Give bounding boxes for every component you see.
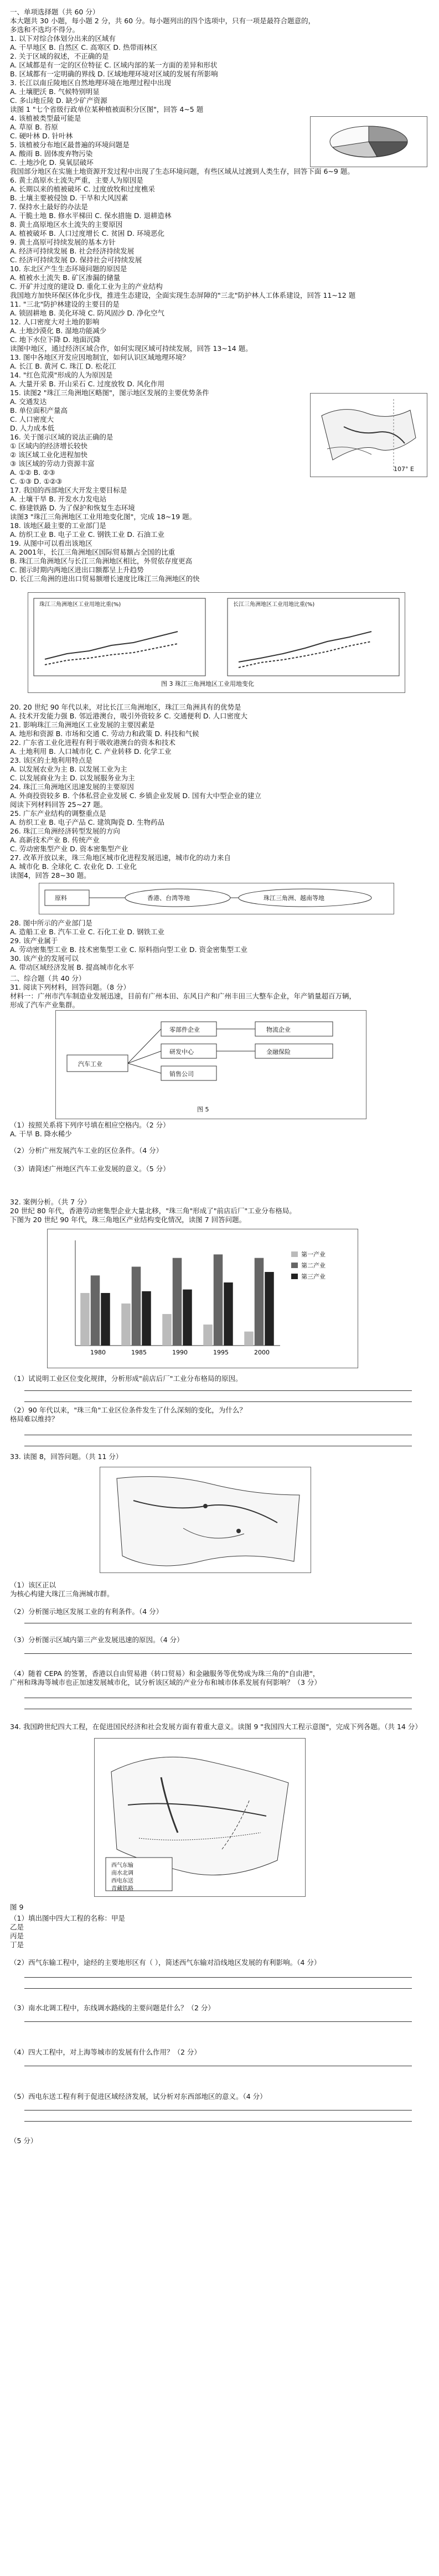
x-tick-label: 1980 bbox=[90, 1349, 106, 1356]
fig3-right-title: 长江三角洲地区工业用地比重(%) bbox=[233, 602, 315, 608]
text-line-111: 广州和珠海等城市也正加速发展城市化，试分析该区域的产业分布和城市体系发展有何影响？（3 分） bbox=[10, 1678, 321, 1687]
text-line-56: C. 修建铁路 D. 为了保护和恢复生态环境 bbox=[10, 504, 135, 512]
bar-1985-0 bbox=[121, 1303, 131, 1346]
bar-1995-0 bbox=[203, 1325, 213, 1346]
fig5-box-1: 零部件企业 bbox=[169, 1026, 200, 1033]
legend-swatch bbox=[291, 1263, 298, 1268]
text-line-73: C. 以发展商业为主 D. 以发展服务业为主 bbox=[10, 774, 135, 782]
answer-line[interactable] bbox=[24, 1702, 412, 1711]
text-line-74: 24. 珠江三角洲地区迅速发展的主要原因 bbox=[10, 783, 134, 791]
bar-1985-2 bbox=[142, 1291, 151, 1346]
text-line-116: 丙是 bbox=[10, 1932, 24, 1940]
text-line-69: 22. 广东省工业化进程有利于吸收港澳台的资本和技术 bbox=[10, 738, 175, 747]
text-line-14: C. 硬叶林 D. 针叶林 bbox=[10, 132, 73, 140]
text-line-40: A. 长江 B. 黄河 C. 珠江 D. 松花江 bbox=[10, 362, 116, 370]
text-line-98: （3）请简述广州地区汽车工业发展的意义。（5 分） bbox=[10, 1165, 170, 1173]
text-line-107: 为核心构建大珠江三角洲城市群。 bbox=[10, 1590, 114, 1598]
text-line-4: A. 干旱地区 B. 自然区 C. 高寒区 D. 热带雨林区 bbox=[10, 43, 158, 51]
fig2-longitude: 107° E bbox=[394, 465, 414, 473]
bar-2000-1 bbox=[255, 1258, 264, 1346]
text-line-39: 13. 图中各地区开发应因地制宜，如何认识区域地理环境？ bbox=[10, 353, 189, 361]
text-line-93: 材料一：广州市汽车制造业发展迅速，目前有广州本田、东风日产和广州丰田三大整车企业，年产销量超百万辆， bbox=[10, 992, 357, 1000]
answer-line[interactable] bbox=[24, 1395, 412, 1404]
bar-1990-1 bbox=[173, 1258, 182, 1346]
legend-label: 第二产业 bbox=[301, 1262, 326, 1269]
figure-9 bbox=[94, 1738, 306, 1897]
figure-1 bbox=[310, 116, 427, 167]
text-line-62: B. 珠江三角洲地区与长江三角洲地区相比，外贸依存度更高 bbox=[10, 557, 193, 565]
text-line-77: 25. 广东产业结构的调整重点是 bbox=[10, 809, 106, 818]
text-line-112: 34. 我国跨世纪四大工程，在促进国民经济和社会发展方面有着重大意义。读图 9 "我国四大工程示意图"，完成下列各题。（共 14 分） bbox=[10, 1722, 422, 1731]
answer-line[interactable] bbox=[24, 2059, 412, 2068]
text-line-80: A. 高新技术产业 B. 传统产业 bbox=[10, 836, 100, 844]
bar-1985-1 bbox=[132, 1267, 141, 1346]
bar-2000-0 bbox=[244, 1332, 254, 1346]
text-line-60: 19. 从图中可以看出该地区 bbox=[10, 539, 92, 547]
text-line-43: 15. 读图2 "珠江三角洲地区略图"，图示地区发展的主要优势条件 bbox=[10, 389, 209, 397]
text-line-89: 30. 该产业的发展可以 bbox=[10, 954, 79, 963]
text-line-104: 格局难以维持？ bbox=[10, 1415, 59, 1423]
answer-line[interactable] bbox=[24, 2114, 412, 2124]
fig5-box-5: 金融保险 bbox=[266, 1048, 291, 1056]
text-line-109: （3）分析图示区域内第三产业发展迅速的原因。（4 分） bbox=[10, 1636, 184, 1644]
text-line-3: 1. 以下对综合体划分出来的区域有 bbox=[10, 34, 116, 43]
text-line-54: 17. 我国的西部地区大开发主要目标是 bbox=[10, 486, 127, 494]
text-line-95: （1）按照关系将下列序号填在相应空格内。（2 分） bbox=[10, 1121, 170, 1129]
text-line-32: 我国地方加快环保区体化步伐，推进生态建设，全面实现生态屏障的"三北"防护林人工体系建设，回答 11~12 题 bbox=[10, 291, 356, 299]
text-line-36: A. 土地沙漠化 B. 湿地功能减少 bbox=[10, 327, 107, 335]
answer-line[interactable] bbox=[24, 1384, 412, 1393]
text-line-2: 多选和不选均不得分。 bbox=[10, 25, 80, 34]
line-charts bbox=[28, 593, 405, 692]
bar-2000-2 bbox=[265, 1272, 274, 1346]
text-line-9: A. 土壤肥沃 B. 气候特别明显 bbox=[10, 87, 100, 96]
text-line-53: C. ①③ D. ①②③ bbox=[10, 477, 63, 485]
text-line-35: 12. 人口密度大对土地的影响 bbox=[10, 318, 100, 326]
text-line-12: 4. 该植被类型最可能是 bbox=[10, 114, 81, 122]
text-line-83: A. 城市化 B. 全球化 C. 农业化 D. 工业化 bbox=[10, 862, 137, 871]
figure-7 bbox=[47, 1229, 358, 1368]
bar-1980-2 bbox=[101, 1293, 110, 1346]
text-line-16: A. 酸雨 B. 固体废弃物污染 bbox=[10, 149, 93, 158]
text-line-48: 16. 关于图示区域的说法正确的是 bbox=[10, 433, 113, 441]
text-line-51: ③ 该区域的劳动力资源丰富 bbox=[10, 459, 95, 468]
text-line-57: 读图3 "珠江三角洲地区工业用地变化图"，完成 18~19 题。 bbox=[10, 513, 197, 521]
text-line-38: 读图中地区，通过经济区域合作，如何实现区域可持续发展，回答 13~14 题。 bbox=[10, 344, 252, 353]
answer-line[interactable] bbox=[24, 2015, 412, 2024]
text-line-66: A. 技术开发能力强 B. 邻近港澳台，吸引外资较多 C. 交通便利 D. 人口密度大 bbox=[10, 712, 247, 720]
fig4-right: 珠江三角洲、越南等地 bbox=[264, 894, 324, 902]
text-line-96: A. 干旱 B. 降水稀少 bbox=[10, 1130, 72, 1138]
text-line-106: （1）该区正以 bbox=[10, 1581, 56, 1589]
text-line-6: A. 区域都是有一定的区位特征 C. 区域内部的某一方面的差异和形状 bbox=[10, 61, 218, 69]
fig3-title: 图 3 珠江三角洲地区工业用地变化 bbox=[161, 680, 254, 687]
text-line-117: 丁是 bbox=[10, 1941, 24, 1949]
text-line-30: A. 植被水土流失 B. 矿区渗漏的储量 bbox=[10, 273, 121, 282]
text-line-94: 形成了汽车产业集群。 bbox=[10, 1001, 80, 1009]
text-line-85: 28. 图中所示的产业部门是 bbox=[10, 919, 92, 927]
text-line-76: 阅读下列材料回答 25~27 题。 bbox=[10, 800, 107, 809]
answer-line[interactable] bbox=[24, 1428, 412, 1437]
text-line-75: A. 外商投资较多 B. 个体私营企业发展 C. 乡镇企业发展 D. 国有大中型企业的建立 bbox=[10, 792, 261, 800]
text-line-90: A. 带动区域经济发展 B. 提高城市化水平 bbox=[10, 963, 135, 971]
text-line-122: （5 分） bbox=[10, 2137, 38, 2145]
text-line-55: A. 土壤干旱 B. 开发水力发电站 bbox=[10, 495, 107, 503]
text-line-88: A. 劳动密集型工业 B. 技术密集型工业 C. 原料指向型工业 D. 资金密集型工业 bbox=[10, 945, 247, 954]
text-line-78: A. 纺织工业 B. 电子产品 C. 建筑陶瓷 D. 生物药品 bbox=[10, 818, 164, 826]
bar-1990-2 bbox=[183, 1290, 192, 1346]
text-line-42: A. 大量开采 B. 开山采石 C. 过度放牧 D. 风化作用 bbox=[10, 380, 164, 388]
answer-line[interactable] bbox=[24, 1691, 412, 1700]
flow-diagram bbox=[39, 883, 394, 914]
answer-line[interactable] bbox=[24, 1970, 412, 1980]
text-line-45: B. 单位面积产量高 bbox=[10, 406, 68, 415]
text-line-92: 31. 阅读下列材料，回答问题。（8 分） bbox=[10, 983, 131, 991]
text-line-119: （3）南水北调工程中，东线调水路线的主要问题是什么？（2 分） bbox=[10, 2004, 215, 2012]
text-line-97: （2）分析广州发展汽车工业的区位条件。（4 分） bbox=[10, 1146, 163, 1155]
fig9-legend-2: 西电东送 bbox=[111, 1878, 133, 1884]
answer-line[interactable] bbox=[24, 1982, 412, 1991]
figure-3 bbox=[28, 592, 405, 693]
text-line-63: C. 图示时期内两地区进出口额都呈上升趋势 bbox=[10, 566, 144, 574]
text-line-58: 18. 该地区最主要的工业部门是 bbox=[10, 521, 106, 530]
pie-diagram bbox=[311, 117, 427, 167]
text-line-86: A. 造船工业 B. 汽车工业 C. 石化工业 D. 钢铁工业 bbox=[10, 928, 164, 936]
text-line-46: C. 人口密度大 bbox=[10, 415, 54, 423]
text-line-108: （2）分析图示地区发展工业的有利条件。（4 分） bbox=[10, 1607, 163, 1616]
cluster-diagram bbox=[56, 1011, 366, 1119]
answer-line[interactable] bbox=[24, 2103, 412, 2113]
map-diagram-8 bbox=[100, 1467, 311, 1573]
text-line-105: 33. 读图 8，回答问题。（共 11 分） bbox=[10, 1452, 123, 1461]
fig5-box-0: 汽车工业 bbox=[78, 1061, 102, 1068]
answer-line[interactable] bbox=[24, 1616, 412, 1626]
figure-4 bbox=[39, 883, 394, 914]
text-line-79: 26. 珠江三角洲经济转型发展的方向 bbox=[10, 827, 120, 835]
fig4-mid: 香港、台湾等地 bbox=[147, 894, 190, 902]
text-line-68: A. 地形和资源 B. 市场和交通 C. 劳动力和政策 D. 科技和气候 bbox=[10, 730, 199, 738]
legend-swatch bbox=[291, 1274, 298, 1279]
bar-1995-1 bbox=[214, 1254, 223, 1346]
text-line-61: A. 2001年，长江三角洲地区国际贸易额占全国的比重 bbox=[10, 548, 175, 556]
text-line-19: 6. 黄土高原水土流失严重，主要人为原因是 bbox=[10, 176, 143, 184]
bar-1990-0 bbox=[162, 1314, 172, 1346]
text-line-121: （5）西电东送工程有利于促进区域经济发展，试分析对东西部地区的意义。（4 分） bbox=[10, 2092, 267, 2101]
text-line-10: C. 多山地丘陵 D. 缺少矿产资源 bbox=[10, 96, 107, 105]
text-line-25: A. 植被破坏 B. 人口过度增长 C. 贫困 D. 环境恶化 bbox=[10, 229, 164, 237]
x-tick-label: 1990 bbox=[172, 1349, 188, 1356]
text-line-67: 21. 影响珠江三角洲地区工业发展的主要因素是 bbox=[10, 721, 155, 729]
figure-8 bbox=[100, 1467, 311, 1573]
fig5-box-3: 销售公司 bbox=[169, 1070, 194, 1078]
text-line-120: （4）四大工程中，对上海等城市的发展有什么作用？（2 分） bbox=[10, 2048, 201, 2056]
text-line-21: B. 土壤主要被侵蚀 D. 干旱和大风因素 bbox=[10, 194, 128, 202]
text-line-1: 本大题共 30 小题，每小题 2 分，共 60 分。每小题列出的四个选项中，只有一项是最符合题意的， bbox=[10, 17, 316, 25]
text-line-28: C. 经济可持续发展 D. 保持社会可持续发展 bbox=[10, 256, 142, 264]
text-line-81: C. 劳动密集型产业 D. 资本密集型产业 bbox=[10, 845, 128, 853]
text-line-114: （1）填出图中四大工程的名称：甲是 bbox=[10, 1914, 125, 1922]
text-line-72: A. 以发展农业为主 B. 以发展工业为主 bbox=[10, 765, 127, 773]
text-line-59: A. 纺织工业 B. 电子工业 C. 钢铁工业 D. 石油工业 bbox=[10, 530, 164, 539]
text-line-110: （4）随着 CEPA 的签署，香港以自由贸易港（转口贸易）和金融服务等优势成为珠三角的"自由港"， bbox=[10, 1669, 320, 1678]
text-line-24: 8. 黄土高原地区水土流失的主要原因 bbox=[10, 220, 123, 229]
answer-line[interactable] bbox=[24, 1439, 412, 1449]
text-line-84: 读图4，回答 28~30 题。 bbox=[10, 871, 91, 880]
text-line-52: A. ①② B. ②③ bbox=[10, 468, 55, 477]
text-line-23: A. 干脆土地 B. 修水平梯田 C. 保水措施 D. 退耕造林 bbox=[10, 211, 172, 220]
text-line-31: C. 开矿并过度的建设 D. 重化工业为主的产业结构 bbox=[10, 282, 163, 291]
text-line-15: 5. 该植被分布地区最普遍的环境问题是 bbox=[10, 141, 130, 149]
text-line-34: A. 锁固耕地 B. 美化环境 C. 防风固沙 D. 净化空气 bbox=[10, 309, 164, 317]
text-line-118: （2）西气东输工程中，途经的主要地形区有（ ），简述西气东输对沿线地区发展的有利影响。（4 分） bbox=[10, 1958, 321, 1967]
map-diagram bbox=[311, 394, 427, 477]
text-line-87: 29. 该产业属于 bbox=[10, 937, 58, 945]
text-line-115: 乙是 bbox=[10, 1923, 24, 1931]
text-line-18: 我国部分地区在实施土地资源开发过程中出现了生态环境问题，有些区域从过渡到人类生存，回答下面 6~9 题。 bbox=[10, 167, 354, 175]
fig9-legend-1: 南水北调 bbox=[111, 1870, 133, 1876]
text-line-11: 读图 1 "七个省级行政单位某种植被面积分区图"，回答 4~5 题 bbox=[10, 105, 204, 113]
text-line-65: 20. 20 世纪 90 年代以来，对比长江三角洲地区，珠江三角洲具有的优势是 bbox=[10, 703, 241, 711]
x-tick-label: 1995 bbox=[213, 1349, 229, 1356]
legend-swatch bbox=[291, 1251, 298, 1257]
answer-line[interactable] bbox=[24, 1647, 412, 1656]
text-line-47: D. 人力成本低 bbox=[10, 424, 55, 432]
text-line-8: 3. 长江以南丘陵地区自然地理环境在地理过程中出现 bbox=[10, 79, 171, 87]
fig4-left: 原料 bbox=[55, 894, 67, 902]
fig5-box-4: 物流企业 bbox=[266, 1026, 291, 1033]
legend-label: 第三产业 bbox=[301, 1273, 326, 1280]
text-line-17: C. 土地沙化 D. 臭氧层破坏 bbox=[10, 158, 94, 167]
text-line-7: B. 区域都有一定明确的界线 D. 区域地理环境对区域的发展有所影响 bbox=[10, 70, 218, 78]
text-line-49: ① 区域内的经济增长较快 bbox=[10, 442, 88, 450]
text-line-33: 11. "三北"防护林建设的主要目的是 bbox=[10, 300, 120, 308]
text-line-29: 10. 东北区产生生态环境问题的原因是 bbox=[10, 265, 127, 273]
text-line-102: （1）试说明工业区位变化规律，分析形成"前店后厂"工业分布格局的原因。 bbox=[10, 1374, 242, 1383]
fig9-legend-3: 青藏铁路 bbox=[111, 1886, 133, 1892]
text-line-99: 32. 案例分析。（共 7 分） bbox=[10, 1198, 91, 1206]
fig5-box-2: 研发中心 bbox=[169, 1048, 194, 1056]
text-line-41: 14. "红色荒漠"形成的人为原因是 bbox=[10, 371, 113, 379]
bar-1980-1 bbox=[91, 1275, 100, 1346]
text-line-20: A. 长期以来的植被破坏 C. 过度放牧和过度樵采 bbox=[10, 185, 155, 193]
fig5-title: 图 5 bbox=[197, 1106, 209, 1113]
bar-1980-0 bbox=[80, 1293, 90, 1346]
text-line-103: （2）90 年代以来，"珠三角"工业区位条件发生了什么深刻的变化，为什么？ bbox=[10, 1406, 246, 1414]
text-line-113: 图 9 bbox=[10, 1903, 24, 1911]
x-tick-label: 1985 bbox=[131, 1349, 147, 1356]
text-line-5: 2. 关于区域的叙述，不正确的是 bbox=[10, 52, 109, 60]
text-line-50: ② 该区域工业化进程加快 bbox=[10, 451, 88, 459]
figure-2 bbox=[310, 393, 427, 477]
text-line-70: A. 土地利用 B. 人口城市化 C. 产业转移 D. 化学工业 bbox=[10, 747, 172, 756]
text-line-22: 7. 保持水土最好的办法是 bbox=[10, 203, 88, 211]
bar-1995-2 bbox=[224, 1282, 233, 1346]
x-tick-label: 2000 bbox=[254, 1349, 270, 1356]
text-line-101: 下图为 20 世纪 90 年代，珠三角地区产业结构变化情况，读图 7 回答问题。 bbox=[10, 1215, 246, 1224]
fig3-left-title: 珠江三角洲地区工业用地比重(%) bbox=[39, 602, 121, 608]
text-line-91: 二、综合题（共 40 分） bbox=[10, 974, 86, 982]
text-line-0: 一、单项选择题（共 60 分） bbox=[10, 8, 100, 16]
text-line-64: D. 长江三角洲的进出口贸易额增长速度比珠江三角洲地区的快 bbox=[10, 575, 200, 583]
text-line-26: 9. 黄土高原可持续发展的基本方针 bbox=[10, 238, 116, 246]
text-line-100: 20 世纪 80 年代，香港劳动密集型企业大量北移，"珠三角"形成了"前店后厂"工业分布格局。 bbox=[10, 1207, 296, 1215]
figure-5 bbox=[55, 1010, 366, 1119]
text-line-27: A. 经济可持续发展 B. 社会经济持续发展 bbox=[10, 247, 135, 255]
text-line-44: A. 交通发达 bbox=[10, 397, 47, 406]
text-line-37: C. 地下水位下降 D. 地面沉降 bbox=[10, 335, 101, 344]
legend-label: 第一产业 bbox=[301, 1251, 326, 1258]
bar-chart bbox=[48, 1229, 358, 1368]
text-line-82: 27. 改革开放以来，珠三角地区城市化进程发展迅速，城市化的动力来自 bbox=[10, 854, 231, 862]
text-line-71: 23. 该区的土地利用特点是 bbox=[10, 756, 92, 764]
text-line-13: A. 草原 B. 苔原 bbox=[10, 123, 58, 131]
fig9-legend-0: 西气东输 bbox=[111, 1863, 133, 1869]
